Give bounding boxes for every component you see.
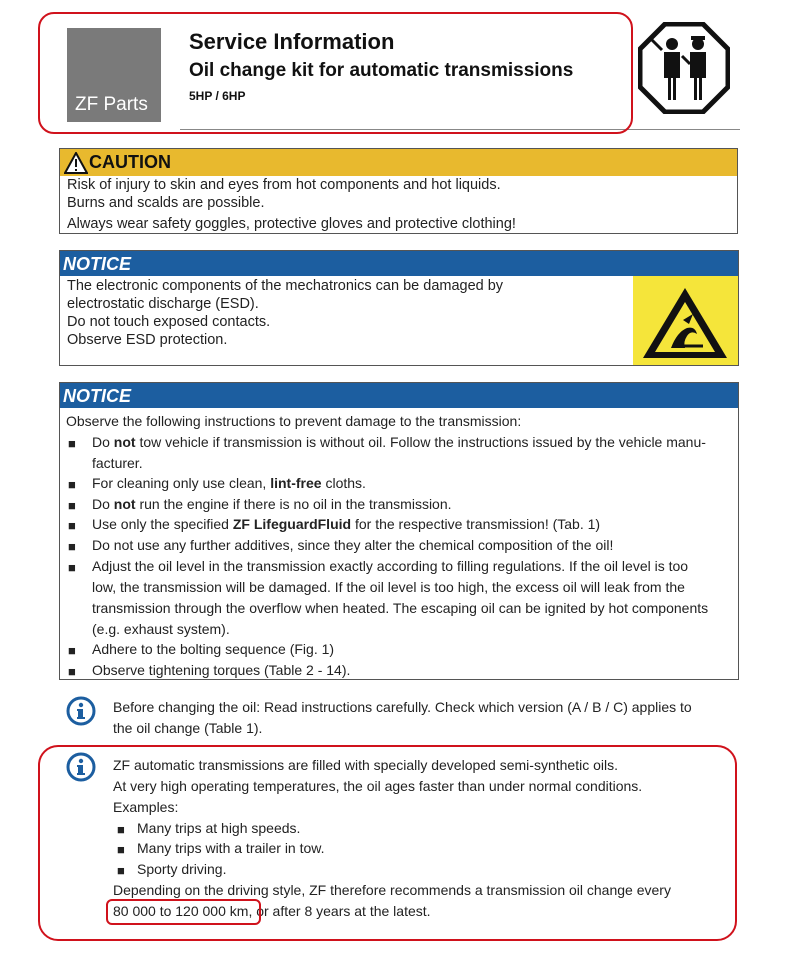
- header-annotation-outline: [38, 12, 633, 134]
- notice-line: Observe ESD protection.: [67, 332, 228, 348]
- info-icon: [66, 696, 96, 726]
- caution-line: Burns and scalds are possible.: [67, 195, 265, 211]
- notice-title: NOTICE: [63, 254, 132, 274]
- bullet: ■: [68, 498, 76, 513]
- list-item: [92, 475, 366, 491]
- info-line: the oil change (Table 1).: [113, 720, 263, 736]
- item-text: Use only the specified: [92, 516, 233, 532]
- caution-line: Always wear safety goggles, protective gloves and protective clothing!: [67, 216, 516, 232]
- safety-mechanic-icon: [638, 22, 730, 114]
- item-bold: ZF LifeguardFluid: [232, 516, 352, 532]
- recommendation-tail: , or after 8 years at the latest.: [248, 903, 431, 919]
- item-text: cloths.: [321, 475, 366, 491]
- bullet: ■: [117, 842, 125, 857]
- item-bold: not: [113, 434, 136, 450]
- notice-line: electrostatic discharge (ESD).: [67, 296, 259, 312]
- item-text: For cleaning only use clean,: [92, 475, 271, 491]
- oil-change-range: 80 000 to 120 000 km: [113, 903, 249, 919]
- logo-text: ZF Parts: [75, 94, 148, 115]
- list-item: Adhere to the bolting sequence (Fig. 1): [92, 641, 335, 657]
- list-item: (e.g. exhaust system).: [92, 621, 230, 637]
- example-item: Many trips at high speeds.: [137, 820, 301, 836]
- bullet: ■: [68, 643, 76, 658]
- info-line: Depending on the driving style, ZF therefore recommends a transmission oil change every: [113, 882, 671, 898]
- list-item: Do not use any further additives, since they alter the chemical composition of the oil!: [92, 537, 614, 553]
- notice-instructions-box: [59, 382, 739, 680]
- list-item: Observe tightening torques (Table 2 - 14).: [92, 662, 351, 678]
- bullet: ■: [68, 539, 76, 554]
- item-text: run the engine if there is no oil in the transmission.: [135, 496, 452, 512]
- item-text: for the respective transmission! (Tab. 1): [351, 516, 601, 532]
- caution-box: [59, 148, 738, 234]
- notice-intro: Observe the following instructions to prevent damage to the transmission:: [66, 413, 522, 429]
- notice-esd-box: [59, 250, 739, 366]
- info-line: Examples:: [113, 799, 179, 815]
- example-item: Many trips with a trailer in tow.: [137, 840, 325, 856]
- info-line: At very high operating temperatures, the oil ages faster than under normal conditions.: [113, 778, 643, 794]
- esd-warning-icon: [633, 276, 738, 365]
- bullet: ■: [68, 664, 76, 679]
- notice-title: NOTICE: [63, 386, 132, 406]
- bullet: ■: [68, 560, 76, 575]
- info-line: Before changing the oil: Read instructions carefully. Check which version (A / B / C) applies to: [113, 699, 692, 715]
- item-text: tow vehicle if transmission is without oil. Follow the instructions issued by the vehicle manu-: [135, 434, 706, 450]
- caution-header: [60, 149, 737, 176]
- bullet: ■: [68, 436, 76, 451]
- item-bold: not: [113, 496, 136, 512]
- item-text: Do: [92, 434, 114, 450]
- page-subtitle: Oil change kit for automatic transmissions: [189, 60, 574, 81]
- notice-header: [60, 383, 738, 408]
- list-item: transmission through the overflow when heated. The escaping oil can be ignited by hot components: [92, 600, 709, 616]
- item-text: Do: [92, 496, 114, 512]
- bullet: ■: [117, 863, 125, 878]
- notice-line: The electronic components of the mechatronics can be damaged by: [67, 278, 504, 294]
- list-item: facturer.: [92, 455, 143, 471]
- example-item: Sporty driving.: [137, 861, 227, 877]
- page-title: Service Information: [189, 29, 395, 54]
- version-label: 5HP / 6HP: [189, 89, 246, 103]
- info-line: ZF automatic transmissions are filled with specially developed semi-synthetic oils.: [113, 757, 618, 773]
- warning-triangle-icon: [64, 152, 88, 174]
- caution-line: Risk of injury to skin and eyes from hot components and hot liquids.: [67, 177, 501, 193]
- list-item: [92, 496, 452, 512]
- notice-line: Do not touch exposed contacts.: [67, 314, 271, 330]
- caution-title: CAUTION: [89, 152, 171, 172]
- list-item: Adjust the oil level in the transmission exactly according to filling regulations. If the oil level is too: [92, 558, 689, 574]
- bullet: ■: [68, 518, 76, 533]
- list-item: [92, 434, 706, 450]
- bullet: ■: [68, 477, 76, 492]
- list-item: [92, 516, 600, 532]
- item-bold: lint-free: [270, 475, 322, 491]
- list-item: low, the transmission will be damaged. If the oil level is too high, the excess oil will leak from the: [92, 579, 685, 595]
- notice-header: [60, 251, 738, 276]
- bullet: ■: [117, 822, 125, 837]
- range-annotation-outline: [106, 899, 261, 925]
